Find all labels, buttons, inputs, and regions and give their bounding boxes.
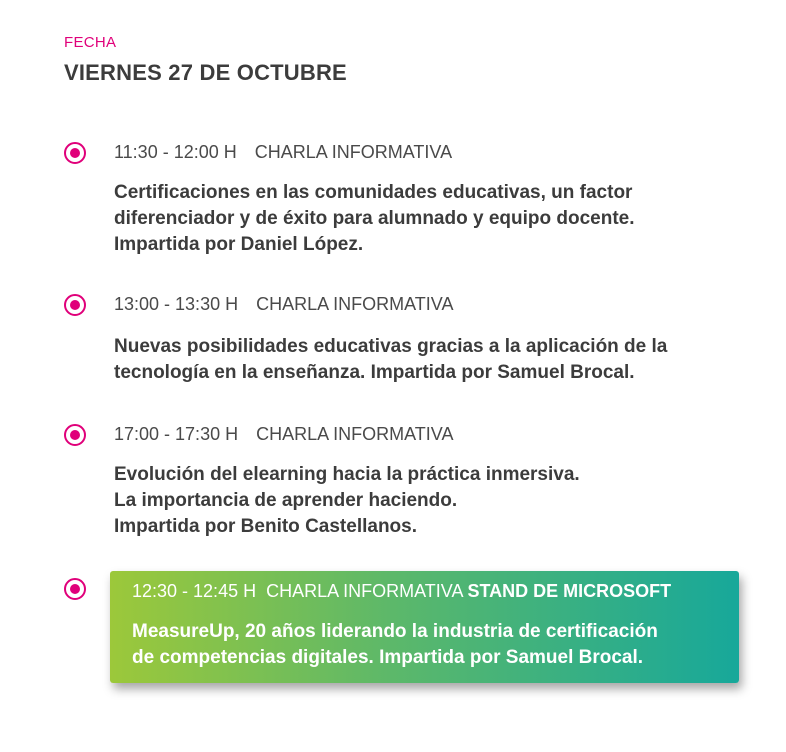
highlight-event-card: [110, 571, 739, 683]
schedule-time: 17:00 - 17:30 H: [114, 424, 239, 444]
schedule-item-meta: [114, 142, 452, 163]
radio-bullet-icon: [64, 294, 86, 316]
schedule-time: 11:30 - 12:00 H: [114, 142, 237, 162]
highlight-time: 12:30 - 12:45 H: [132, 581, 257, 601]
description-line: Impartida por Daniel López.: [114, 234, 364, 255]
description-line: MeasureUp, 20 años liderando la industria de certificación: [132, 621, 658, 642]
description-line: tecnología en la enseñanza. Impartida por Samuel Brocal.: [114, 362, 635, 383]
radio-bullet-icon: [64, 424, 86, 446]
schedule-type: CHARLA INFORMATIVA: [256, 294, 454, 314]
highlight-event-meta: [132, 581, 671, 602]
radio-bullet-icon: [64, 578, 86, 600]
schedule-time: 13:00 - 13:30 H: [114, 294, 239, 314]
highlight-stand: STAND DE MICROSOFT: [467, 581, 672, 601]
schedule-item-meta: [114, 294, 453, 315]
highlight-description: [132, 619, 732, 671]
fecha-label: FECHA: [64, 34, 117, 51]
description-line: Evolución del elearning hacia la práctica inmersiva.: [114, 464, 580, 485]
schedule-item-meta: [114, 424, 453, 445]
schedule-type: CHARLA INFORMATIVA: [256, 424, 454, 444]
radio-bullet-icon: [64, 142, 86, 164]
description-line: Nuevas posibilidades educativas gracias a la aplicación de la: [114, 336, 668, 357]
description-line: diferenciador y de éxito para alumnado y equipo docente.: [114, 208, 635, 229]
description-line: Certificaciones en las comunidades educativas, un factor: [114, 182, 633, 203]
highlight-type: CHARLA INFORMATIVA: [266, 581, 463, 601]
schedule-description: [114, 334, 734, 386]
description-line: La importancia de aprender haciendo.: [114, 490, 458, 511]
schedule-type: CHARLA INFORMATIVA: [254, 142, 453, 162]
description-line: de competencias digitales. Impartida por Samuel Brocal.: [132, 647, 644, 668]
schedule-description: [114, 462, 734, 540]
description-line: Impartida por Benito Castellanos.: [114, 516, 417, 537]
schedule-description: [114, 180, 734, 258]
event-date-title: VIERNES 27 DE OCTUBRE: [64, 60, 347, 85]
